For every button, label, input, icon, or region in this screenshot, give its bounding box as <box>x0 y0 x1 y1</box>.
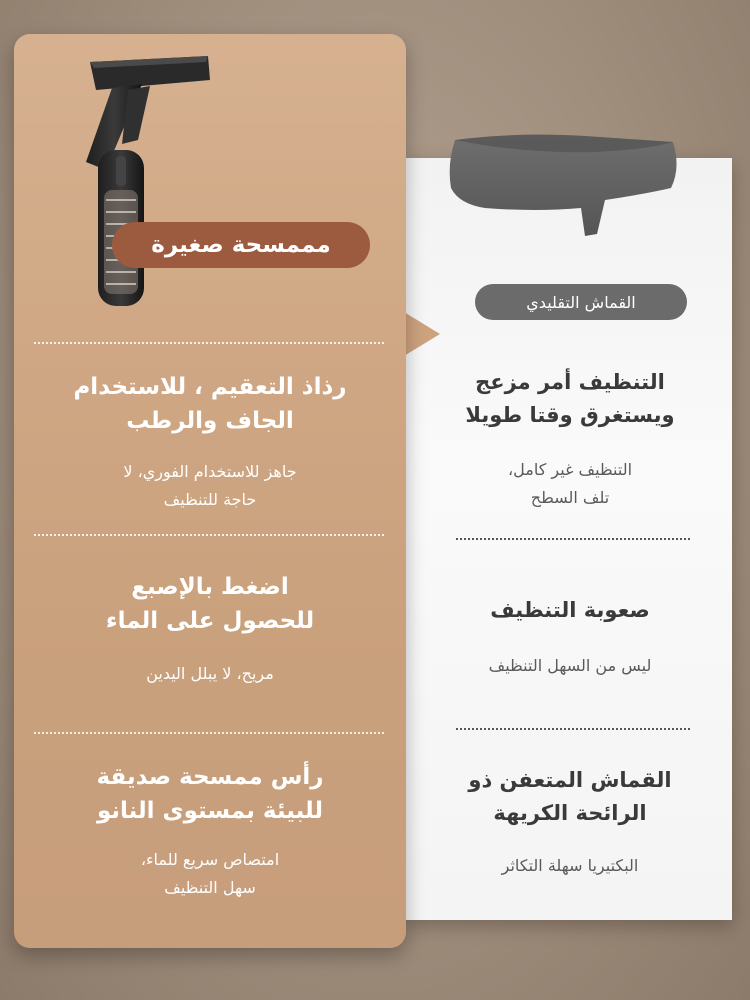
issue-title-odor: القماش المتعفن ذو الرائحة الكريهة <box>468 768 672 825</box>
issue-title-cleaning: التنظيف أمر مزعج ويستغرق وقتا طويلا <box>465 370 675 427</box>
feature-desc-spray: جاهز للاستخدام الفوري، لا حاجة للتنظيف <box>123 462 297 509</box>
issue-desc-difficult: ليس من السهل التنظيف <box>488 656 652 675</box>
issue-title-difficult: صعوبة التنظيف <box>490 598 650 622</box>
divider <box>34 534 384 536</box>
feature-title-spray: رذاذ التعقيم ، للاستخدام الجاف والرطب <box>73 374 347 434</box>
feature-desc-nano: امتصاص سريع للماء، سهل التنظيف <box>140 850 280 897</box>
divider <box>456 538 690 540</box>
product-badge: مممسحة صغيرة <box>112 222 370 268</box>
divider <box>34 732 384 734</box>
compare-arrow <box>404 312 440 356</box>
cloth-icon <box>445 128 685 240</box>
divider <box>456 728 690 730</box>
issue-desc-odor: البكتيريا سهلة التكاثر <box>501 856 639 875</box>
issue-desc-cleaning: التنظيف غير كامل، تلف السطح <box>507 460 633 507</box>
traditional-cloth-label: القماش التقليدي <box>475 284 687 320</box>
feature-title-press: اضغط بالإصبع للحصول على الماء <box>105 574 315 634</box>
mini-mop-image <box>72 50 222 320</box>
divider <box>34 342 384 344</box>
feature-desc-press: مريح، لا يبلل اليدين <box>146 664 274 683</box>
feature-title-nano: رأس ممسحة صديقة للبيئة بمستوى النانو <box>96 764 324 824</box>
